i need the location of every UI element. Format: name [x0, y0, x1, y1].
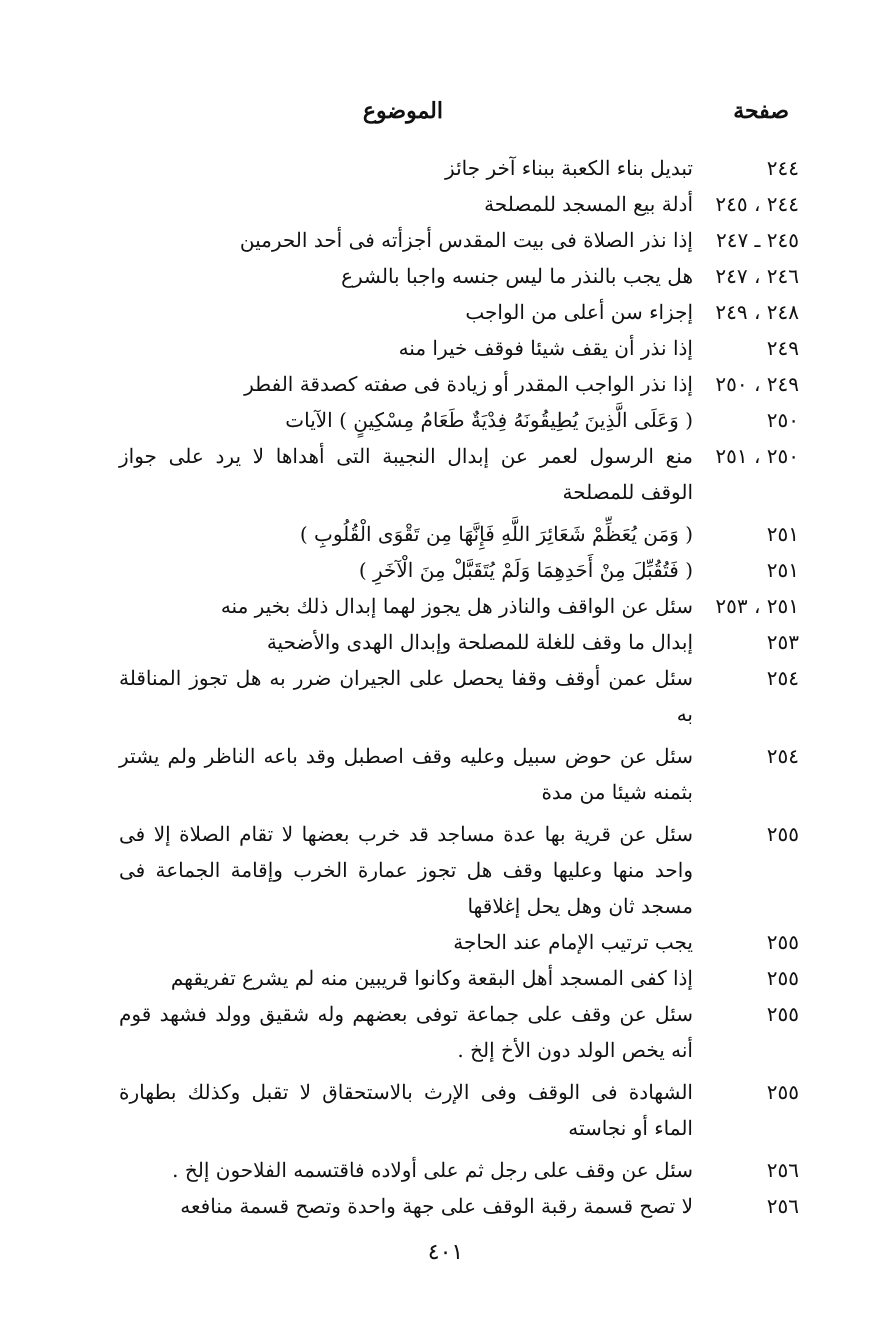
toc-page-ref: ٢٥٣ [766, 630, 799, 654]
toc-topic: إذا نذر أن يقف شيئا فوقف خيرا منه [398, 336, 693, 360]
toc-page-ref: ٢٤٤ [766, 156, 799, 180]
toc-topic: إجزاء سن أعلى من الواجب [465, 300, 693, 324]
toc-topic: منع الرسول لعمر عن إبدال النجيبة التى أهداها لا يرد على جواز الوقف للمصلحة [119, 444, 693, 504]
toc-page-ref: ٢٥٥ [766, 930, 799, 954]
toc-page-ref: ٢٤٩ ، ٢٥٠ [715, 372, 799, 396]
toc-entry [119, 624, 799, 660]
table-of-contents [119, 150, 799, 1224]
toc-page-ref: ٢٥١ ، ٢٥٣ [715, 594, 799, 618]
toc-topic: سئل عن حوض سبيل وعليه وقف اصطبل وقد باعه الناظر ولم يشتر بثمنه شيئا من مدة [119, 744, 693, 804]
toc-entry [119, 258, 799, 294]
toc-topic: إبدال ما وقف للغلة للمصلحة وإبدال الهدى والأضحية [266, 630, 693, 654]
toc-entry [119, 1152, 799, 1188]
toc-topic: إذا نذر الواجب المقدر أو زيادة فى صفته كصدقة الفطر [244, 372, 693, 396]
toc-topic: الشهادة فى الوقف وفى الإرث بالاستحقاق لا تقبل وكذلك بطهارة الماء أو نجاسته [119, 1080, 693, 1140]
toc-entry [119, 552, 799, 588]
toc-topic: سئل عمن أوقف وقفا يحصل على الجيران ضرر به هل تجوز المناقلة به [119, 666, 693, 726]
toc-topic: يجب ترتيب الإمام عند الحاجة [453, 930, 693, 954]
toc-topic: سئل عن وقف على جماعة توفى بعضهم وله شقيق وولد فشهد قوم أنه يخص الولد دون الأخ إلخ . [119, 1002, 693, 1062]
page-column-header: صفحة [733, 98, 789, 124]
toc-page-ref: ٢٥٥ [766, 1080, 799, 1104]
toc-page-ref: ٢٥١ [766, 522, 799, 546]
toc-page-ref: ٢٥٥ [766, 822, 799, 846]
toc-entry [119, 150, 799, 186]
toc-page-ref: ٢٥٥ [766, 966, 799, 990]
toc-topic: لا تصح قسمة رقبة الوقف على جهة واحدة وتصح قسمة منافعه [180, 1194, 693, 1218]
toc-entry [119, 186, 799, 222]
toc-entry [119, 294, 799, 330]
toc-topic: إذا نذر الصلاة فى بيت المقدس أجزأته فى أحد الحرمين [239, 228, 693, 252]
toc-page-ref: ٢٥٥ [766, 1002, 799, 1026]
toc-entry [119, 438, 799, 510]
toc-entry [119, 660, 799, 732]
toc-page-ref: ٢٥٤ [766, 744, 799, 768]
toc-page-ref: ٢٤٥ ـ ٢٤٧ [715, 228, 799, 252]
toc-page-ref: ٢٤٤ ، ٢٤٥ [715, 192, 799, 216]
toc-entry [119, 366, 799, 402]
toc-entry [119, 960, 799, 996]
toc-page-ref: ٢٤٨ ، ٢٤٩ [715, 300, 799, 324]
toc-topic: هل يجب بالنذر ما ليس جنسه واجبا بالشرع [341, 264, 693, 288]
toc-topic: أدلة بيع المسجد للمصلحة [484, 192, 693, 216]
toc-topic: سئل عن الواقف والناذر هل يجوز لهما إبدال ذلك بخير منه [220, 594, 693, 618]
toc-page-ref: ٢٥٠ ، ٢٥١ [715, 444, 799, 468]
toc-entry [119, 588, 799, 624]
toc-entry [119, 738, 799, 810]
toc-entry [119, 1074, 799, 1146]
toc-entry [119, 996, 799, 1068]
toc-entry [119, 516, 799, 552]
toc-entry [119, 402, 799, 438]
toc-page-ref: ٢٥١ [766, 558, 799, 582]
toc-topic: ( وَعَلَى الَّذِينَ يُطِيقُونَهُ فِدْيَةٌ طَعَامُ مِسْكِينٍ ) الآيات [285, 408, 693, 432]
toc-topic: تبديل بناء الكعبة ببناء آخر جائز [445, 156, 693, 180]
toc-entry [119, 816, 799, 924]
toc-page-ref: ٢٥٦ [766, 1158, 799, 1182]
toc-topic: سئل عن وقف على رجل ثم على أولاده فاقتسمه الفلاحون إلخ . [172, 1158, 693, 1182]
toc-topic: ( وَمَن يُعَظِّمْ شَعَائِرَ اللَّهِ فَإِنَّهَا مِن تَقْوَى الْقُلُوبِ ) [299, 522, 693, 546]
toc-entry [119, 222, 799, 258]
toc-entry [119, 330, 799, 366]
toc-topic: سئل عن قرية بها عدة مساجد قد خرب بعضها لا تقام الصلاة إلا فى واحد منها وعليها وقف هل تجوز عمارة الخرب وإقامة الجماعة فى مسجد ثان وهل يحل إغلاقها [119, 822, 693, 918]
toc-page-ref: ٢٥٠ [766, 408, 799, 432]
toc-entry [119, 924, 799, 960]
column-headers [0, 98, 891, 132]
toc-entry [119, 1188, 799, 1224]
toc-page-ref: ٢٤٦ ، ٢٤٧ [715, 264, 799, 288]
toc-topic: إذا كفى المسجد أهل البقعة وكانوا قريبين منه لم يشرع تفريقهم [170, 966, 693, 990]
topic-column-header: الموضوع [362, 98, 443, 124]
toc-page-ref: ٢٥٦ [766, 1194, 799, 1218]
page-number: ٤٠١ [427, 1240, 464, 1265]
toc-topic: ( فَتُقُبِّلَ مِنْ أَحَدِهِمَا وَلَمْ يُتَقَبَّلْ مِنَ الْآخَرِ ) [358, 558, 693, 582]
toc-page-ref: ٢٥٤ [766, 666, 799, 690]
toc-page-ref: ٢٤٩ [766, 336, 799, 360]
